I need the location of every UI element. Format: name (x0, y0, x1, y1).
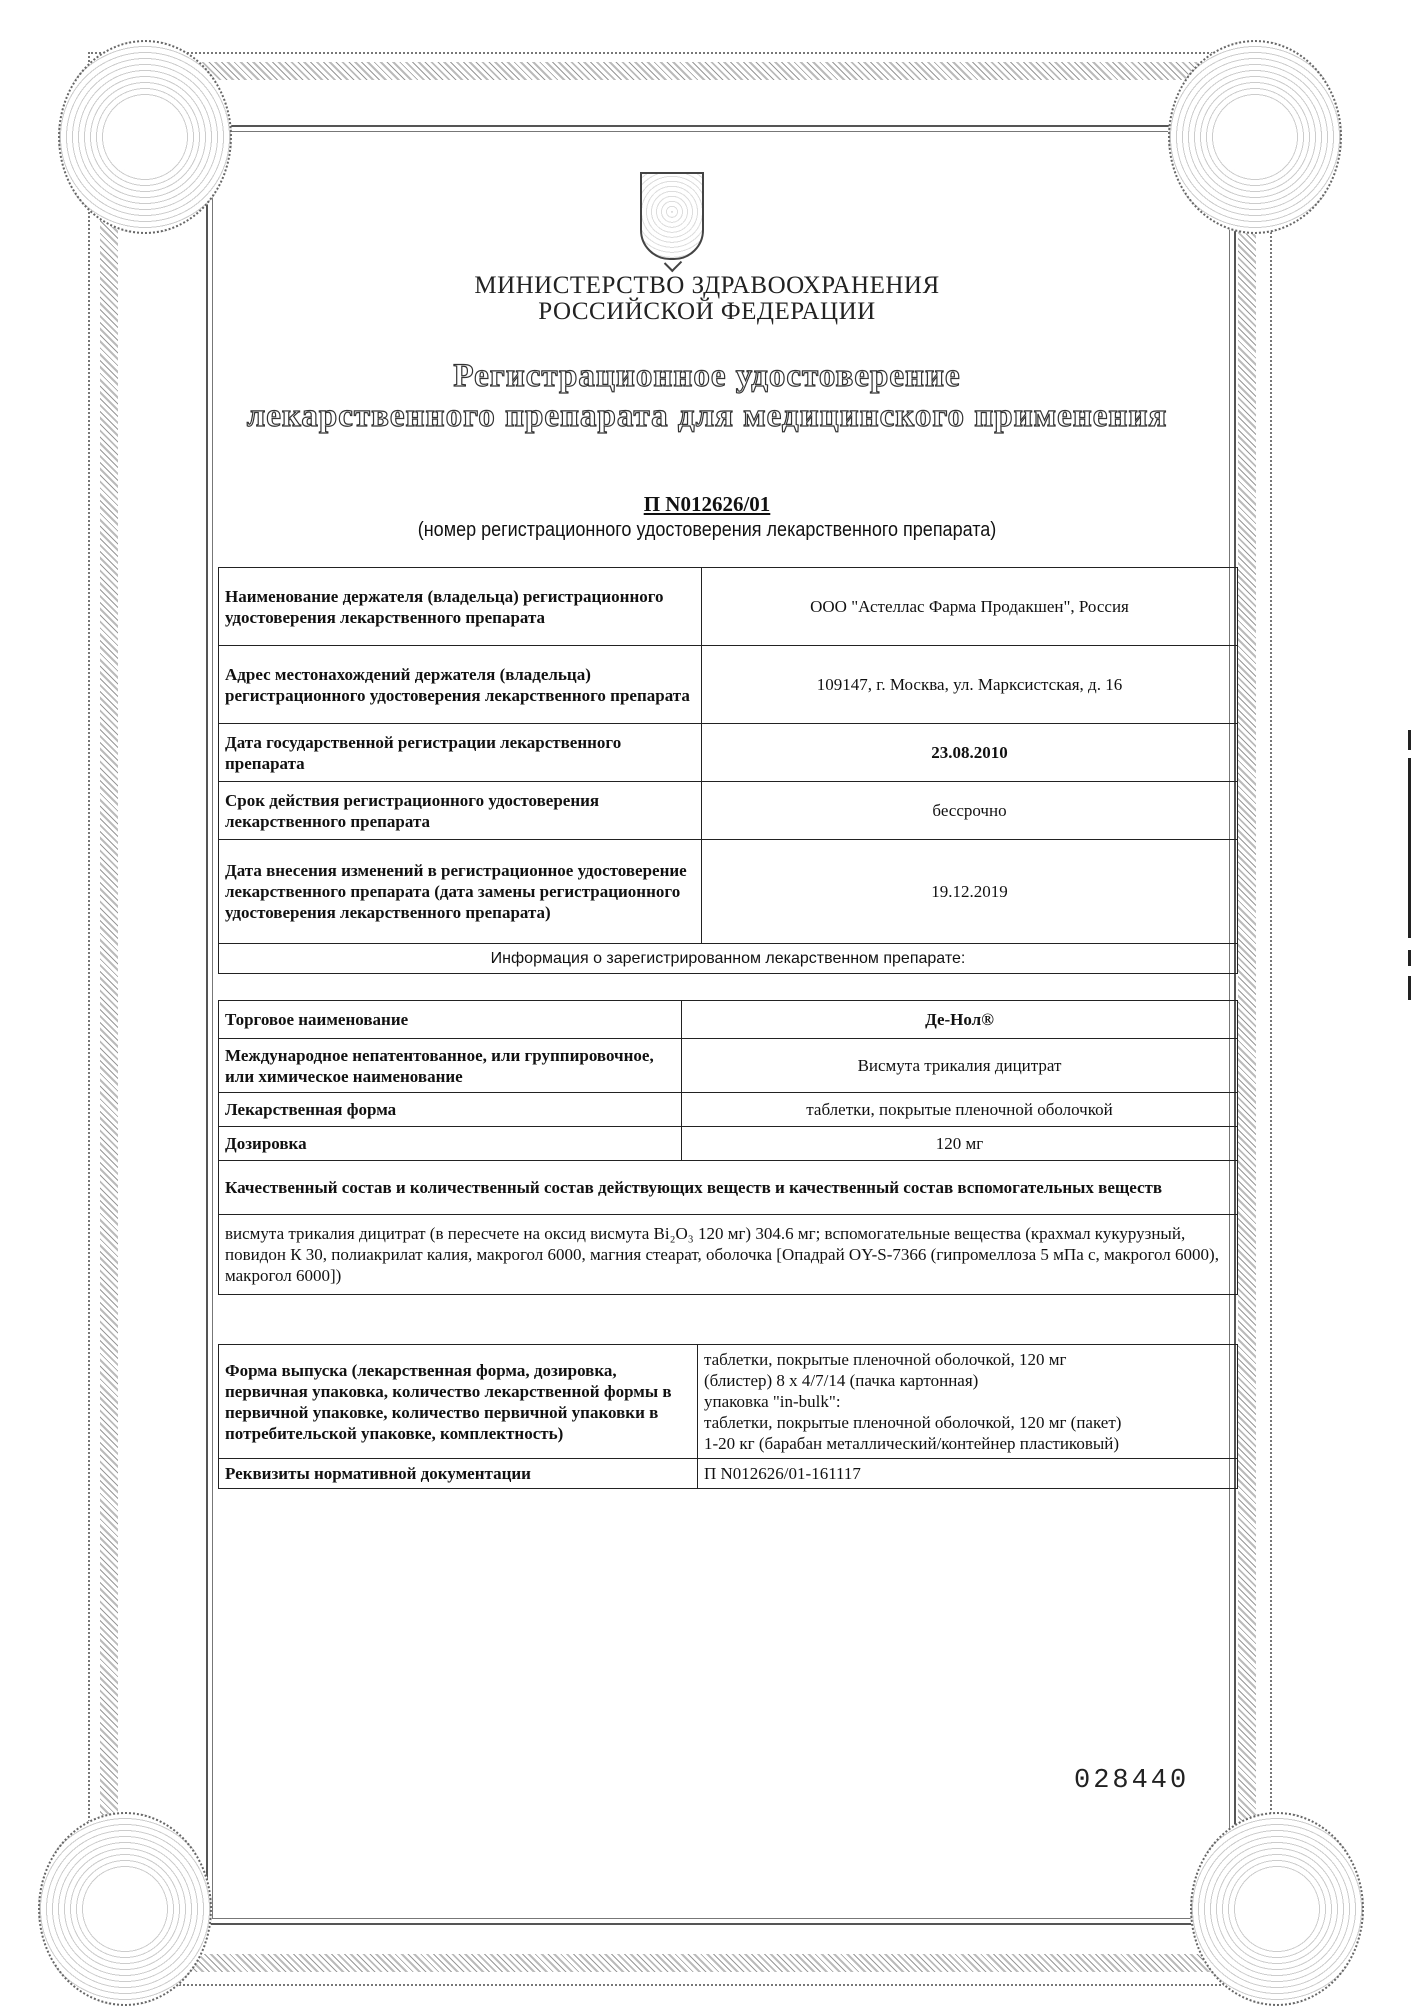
ministry-name-line1: МИНИСТЕРСТВО ЗДРАВООХРАНЕНИЯ (474, 272, 940, 299)
trade-name-value: Де-Нол® (682, 1001, 1238, 1039)
release-form-line: таблетки, покрытые пленочной оболочкой, 120 мг (пакет) (704, 1413, 1122, 1432)
release-form-label: Форма выпуска (лекарственная форма, дозировка, первичная упаковка, количество лекарственной формы в первичной упаковке, количество первичной упаковки в потребительской упаковке, комплектность) (219, 1345, 698, 1459)
holder-name-label: Наименование держателя (владельца) регистрационного удостоверения лекарственного препарата (219, 568, 702, 646)
holder-address-label: Адрес местонахождений держателя (владельца) регистрационного удостоверения лекарственного препарата (219, 646, 702, 724)
serial-number: 028440 (1074, 1766, 1190, 1796)
certificate-title-line2: лекарственного препарата для медицинского применения (246, 398, 1168, 434)
page-edge-mark (1408, 758, 1411, 938)
dosage-label: Дозировка (219, 1127, 682, 1161)
corner-rosette-bottom-right (1190, 1812, 1364, 2006)
normative-doc-value: П N012626/01-161117 (698, 1459, 1238, 1489)
registration-date-value: 23.08.2010 (702, 724, 1238, 782)
release-form-line: упаковка "in-bulk": (704, 1392, 841, 1411)
inn-value: Висмута трикалия дицитрат (682, 1039, 1238, 1093)
drug-info-table (218, 1000, 1238, 1295)
page-edge-mark (1408, 976, 1411, 1000)
table-row (219, 1459, 1238, 1489)
registration-date-label: Дата государственной регистрации лекарственного препарата (219, 724, 702, 782)
validity-value: бессрочно (702, 782, 1238, 840)
table-row (219, 782, 1238, 840)
page-edge-mark (1408, 730, 1411, 750)
release-form-line: (блистер) 8 х 4/7/14 (пачка картонная) (704, 1371, 979, 1390)
inn-label: Международное непатентованное, или группировочное, или химическое наименование (219, 1039, 682, 1093)
holder-name-value: ООО "Астеллас Фарма Продакшен", Россия (702, 568, 1238, 646)
certificate-table (218, 567, 1238, 974)
ministry-name-line2: РОССИЙСКОЙ ФЕДЕРАЦИИ (538, 298, 876, 325)
registration-number-caption: (номер регистрационного удостоверения лекарственного препарата) (417, 519, 997, 541)
validity-label: Срок действия регистрационного удостоверения лекарственного препарата (219, 782, 702, 840)
dosage-form-label: Лекарственная форма (219, 1093, 682, 1127)
trade-name-label: Торговое наименование (219, 1001, 682, 1039)
coat-of-arms-emblem-icon (640, 172, 704, 260)
changes-date-label: Дата внесения изменений в регистрационное удостоверение лекарственного препарата (дата замены регистрационного удостоверения лекарственного препарата) (219, 840, 702, 944)
table-row (219, 840, 1238, 944)
registration-number (0, 492, 1414, 517)
table-row (219, 1345, 1238, 1459)
table-row (219, 1001, 1238, 1039)
table-row (219, 568, 1238, 646)
drug-info-heading: Информация о зарегистрированном лекарственном препарате: (219, 944, 1238, 974)
page-edge-mark (1408, 950, 1411, 966)
table-row (219, 1039, 1238, 1093)
release-form-table (218, 1344, 1238, 1489)
certificate-title-line1: Регистрационное удостоверение (453, 358, 961, 394)
table-row (219, 646, 1238, 724)
normative-doc-label: Реквизиты нормативной документации (219, 1459, 698, 1489)
corner-rosette-top-left (58, 40, 232, 234)
release-form-value (698, 1345, 1238, 1459)
table-row (219, 944, 1238, 974)
table-row (219, 1093, 1238, 1127)
composition-text: висмута трикалия дицитрат (в пересчете на оксид висмута Bi₂O₃ 120 мг) 304.6 мг; вспомогательные вещества (крахмал кукурузный, повидон К 30, полиакрилат калия, макрогол 6000, магния стеарат, оболочка [Опадрай OY-S-7366 (гипромеллоза 5 мПа с, макрогол 6000), макрогол 6000]) (219, 1215, 1238, 1295)
table-row (219, 1127, 1238, 1161)
changes-date-value: 19.12.2019 (702, 840, 1238, 944)
corner-rosette-top-right (1168, 40, 1342, 234)
table-row (219, 1215, 1238, 1295)
dosage-value: 120 мг (682, 1127, 1238, 1161)
dosage-form-value: таблетки, покрытые пленочной оболочкой (682, 1093, 1238, 1127)
table-row (219, 1161, 1238, 1215)
registration-number-text: П N012626/01 (643, 492, 771, 516)
corner-rosette-bottom-left (38, 1812, 212, 2006)
release-form-line: 1-20 кг (барабан металлический/контейнер пластиковый) (704, 1434, 1120, 1453)
holder-address-value: 109147, г. Москва, ул. Марксистская, д. 16 (702, 646, 1238, 724)
composition-heading: Качественный состав и количественный состав действующих веществ и качественный состав вспомогательных веществ (219, 1161, 1238, 1215)
release-form-line: таблетки, покрытые пленочной оболочкой, 120 мг (704, 1350, 1067, 1369)
table-row (219, 724, 1238, 782)
